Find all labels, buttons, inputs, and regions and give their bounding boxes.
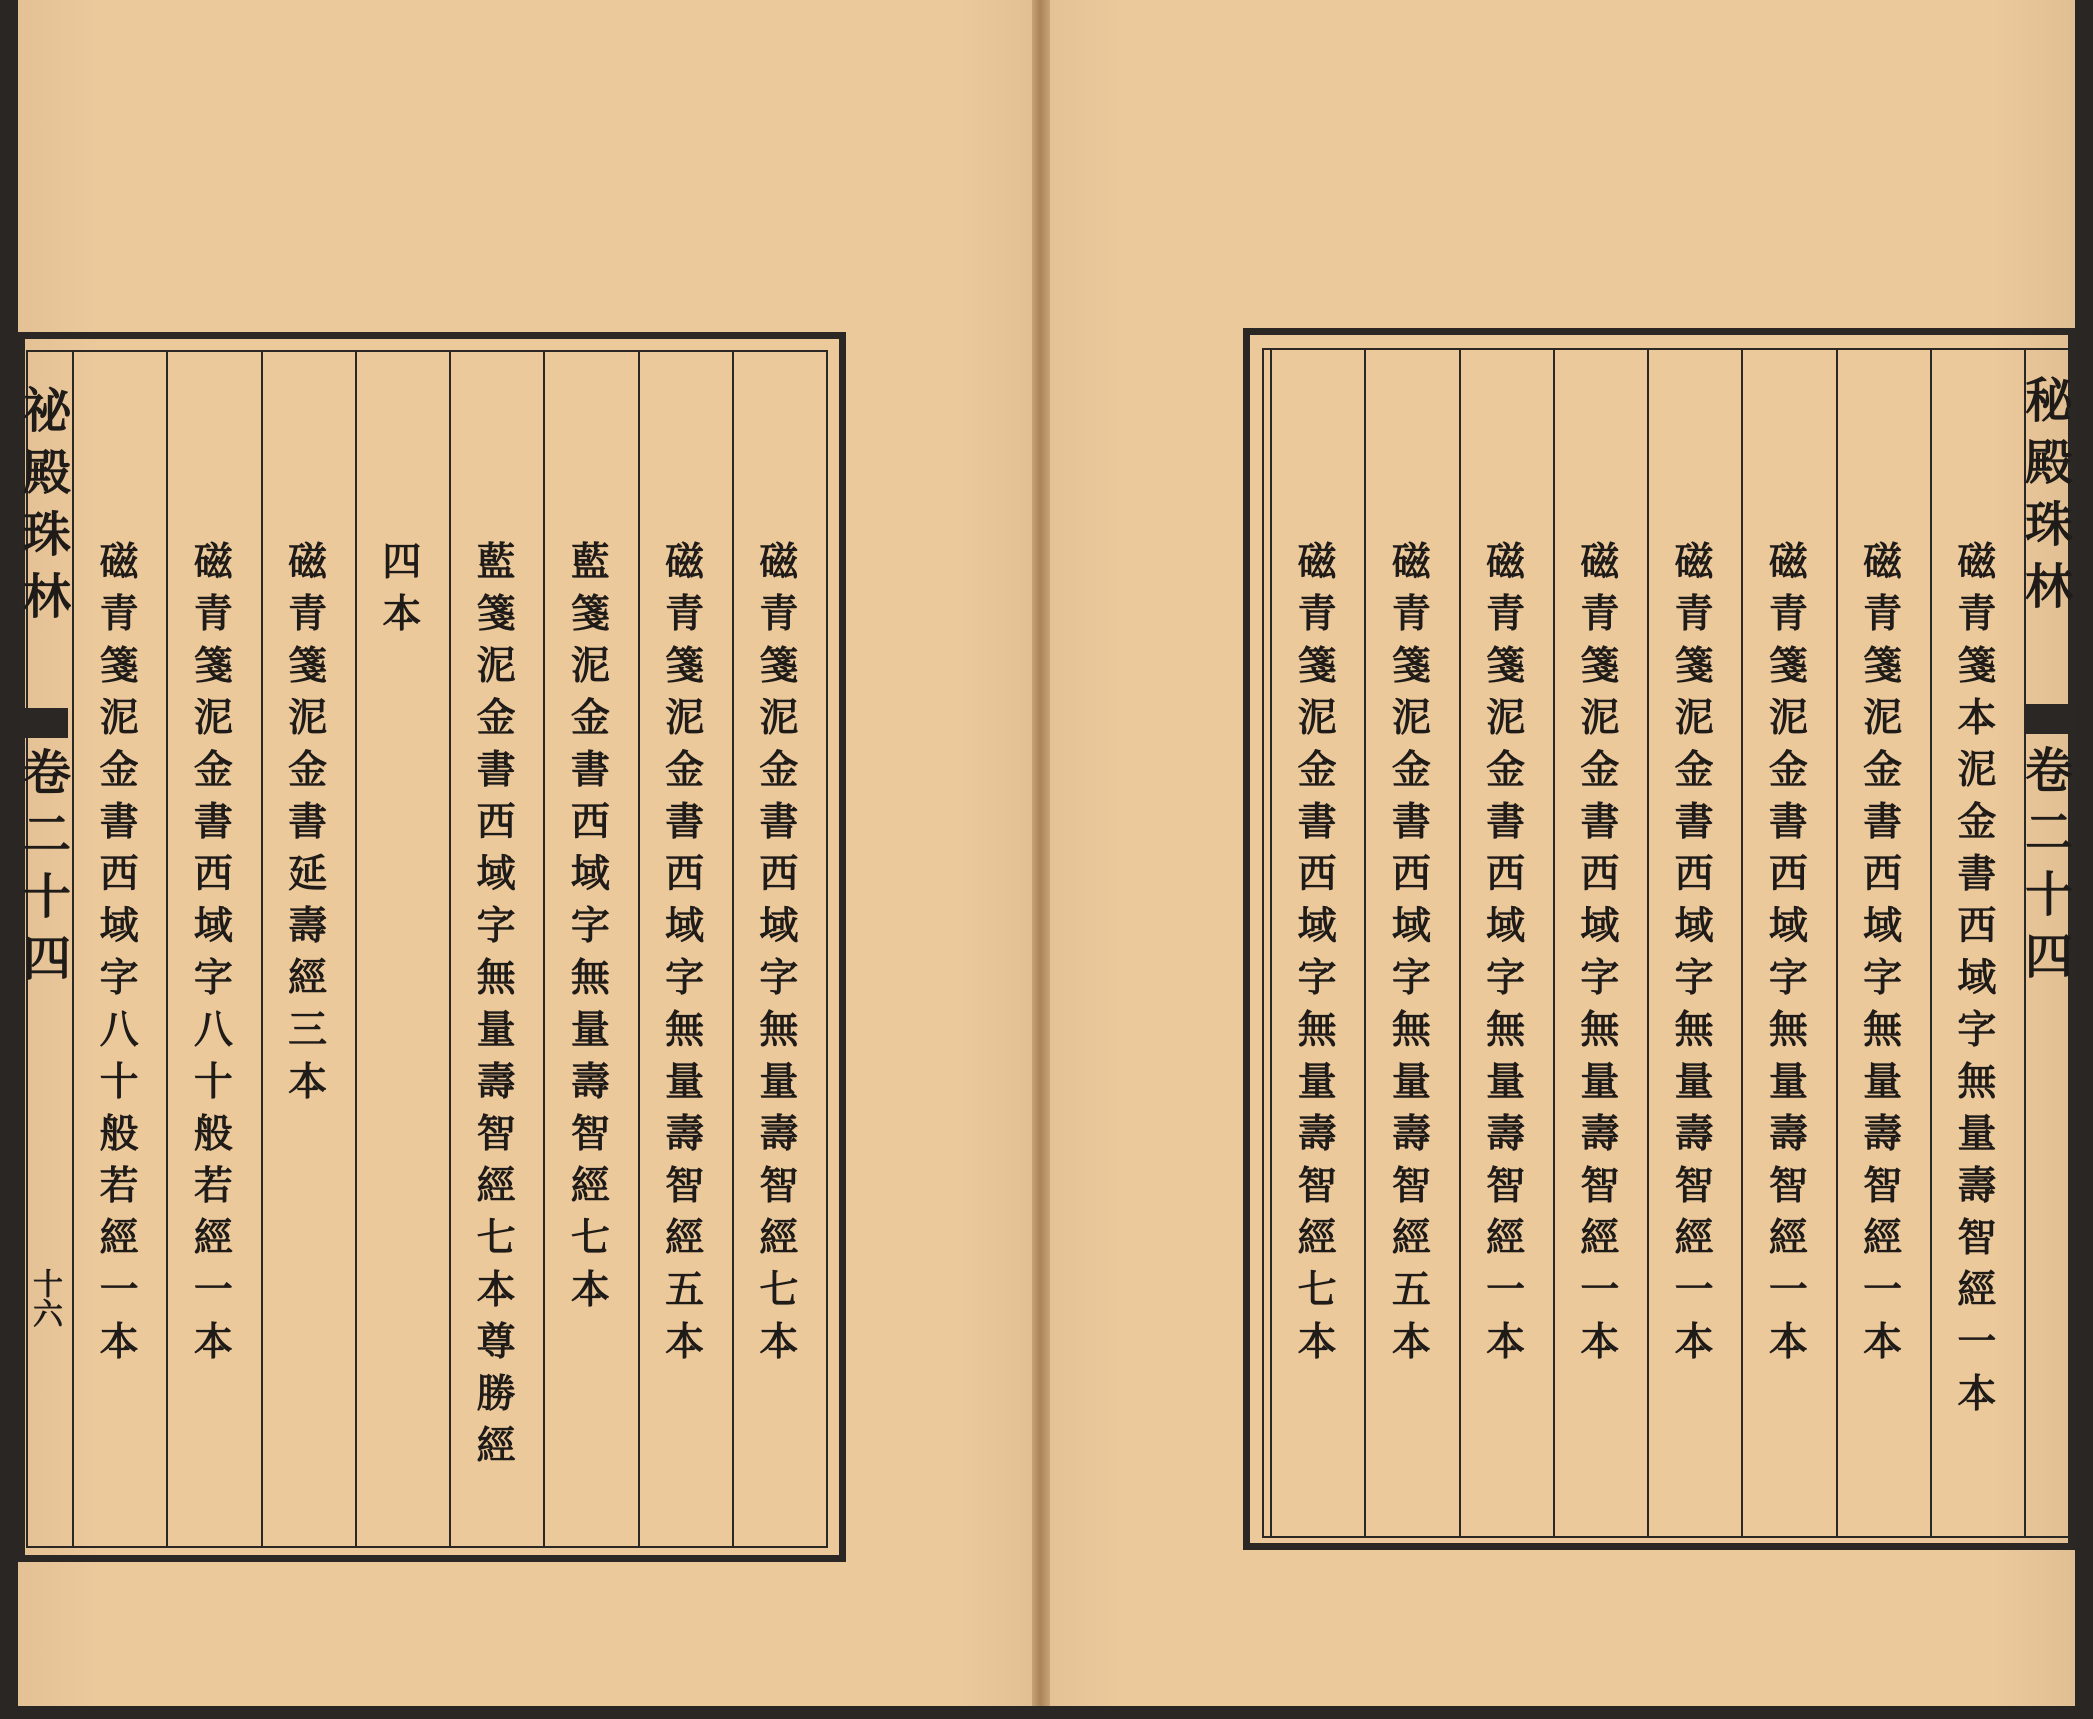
left-column-char: 若 [193, 1163, 233, 1209]
left-text-column [183, 536, 243, 1368]
right-column-char: 域 [1297, 903, 1337, 949]
right-column-char: 壽 [1580, 1111, 1620, 1157]
right-column-char: 無 [1957, 1059, 1997, 1105]
right-column-char: 本 [1297, 1319, 1337, 1365]
right-column-char: 泥 [1297, 695, 1337, 741]
right-column-char: 磁 [1391, 539, 1431, 585]
left-column-char: 經 [759, 1215, 799, 1261]
right-column-char: 本 [1391, 1319, 1431, 1365]
right-column-char: 壽 [1391, 1111, 1431, 1157]
left-edge-title-char: 祕 [22, 383, 71, 439]
right-column-char: 無 [1674, 1007, 1714, 1053]
right-column-char: 壽 [1863, 1111, 1903, 1157]
left-column-char: 泥 [570, 643, 610, 689]
left-column-char: 經 [476, 1163, 516, 1209]
right-column-char: 智 [1580, 1163, 1620, 1209]
right-column-char: 書 [1580, 799, 1620, 845]
right-column-char: 西 [1957, 903, 1997, 949]
left-column-char: 泥 [193, 695, 233, 741]
left-column-char: 青 [193, 591, 233, 637]
right-column-char: 無 [1391, 1007, 1431, 1053]
left-text-column [466, 536, 526, 1472]
right-column-char: 磁 [1674, 539, 1714, 585]
left-edge-volume-char: 卷 [22, 745, 71, 801]
left-column-char: 金 [99, 747, 139, 793]
right-column-char: 西 [1768, 851, 1808, 897]
right-column-char: 青 [1863, 591, 1903, 637]
right-column-char: 箋 [1768, 643, 1808, 689]
right-column-char: 磁 [1486, 539, 1526, 585]
right-column-char: 智 [1391, 1163, 1431, 1209]
left-column-char: 箋 [288, 643, 328, 689]
left-column-char: 箋 [476, 591, 516, 637]
right-text-column [1947, 536, 2007, 1420]
left-column-char: 泥 [99, 695, 139, 741]
left-column-char: 經 [476, 1423, 516, 1469]
left-column-char: 金 [288, 747, 328, 793]
right-column-char: 箋 [1863, 643, 1903, 689]
right-column-char: 西 [1674, 851, 1714, 897]
right-column-char: 量 [1674, 1059, 1714, 1105]
left-column-char: 書 [193, 799, 233, 845]
right-column-char: 本 [1486, 1319, 1526, 1365]
left-column-char: 藍 [476, 539, 516, 585]
left-column-char: 八 [193, 1007, 233, 1053]
right-column-char: 青 [1580, 591, 1620, 637]
right-column-char: 書 [1391, 799, 1431, 845]
left-column-char: 字 [476, 903, 516, 949]
right-column-char: 西 [1391, 851, 1431, 897]
right-column-char: 磁 [1957, 539, 1997, 585]
left-column-char: 金 [665, 747, 705, 793]
right-column-char: 金 [1768, 747, 1808, 793]
right-column-char: 一 [1674, 1267, 1714, 1313]
left-edge-volume-char: 四 [22, 931, 71, 987]
right-column-char: 金 [1863, 747, 1903, 793]
right-column-char: 書 [1957, 851, 1997, 897]
right-edge-volume-char: 卷 [2024, 743, 2073, 799]
left-column-char: 西 [665, 851, 705, 897]
right-column-char: 智 [1768, 1163, 1808, 1209]
right-column-char: 泥 [1580, 695, 1620, 741]
right-column-char: 量 [1486, 1059, 1526, 1105]
left-column-char: 青 [288, 591, 328, 637]
right-column-char: 字 [1486, 955, 1526, 1001]
right-column-char: 箋 [1957, 643, 1997, 689]
right-edge-volume-char: 四 [2024, 929, 2073, 985]
left-column-char: 量 [665, 1059, 705, 1105]
left-column-char: 一 [193, 1267, 233, 1313]
left-edge-title-char: 珠 [22, 507, 71, 563]
left-column-char: 箋 [570, 591, 610, 637]
right-column-char: 無 [1297, 1007, 1337, 1053]
left-column-char: 壽 [665, 1111, 705, 1157]
left-column-char: 三 [288, 1007, 328, 1053]
left-column-char: 字 [99, 955, 139, 1001]
left-column-char: 八 [99, 1007, 139, 1053]
left-column-char: 本 [99, 1319, 139, 1365]
right-text-column [1664, 536, 1724, 1368]
left-column-char: 磁 [759, 539, 799, 585]
right-column-char: 箋 [1297, 643, 1337, 689]
left-column-rule [449, 352, 451, 1546]
right-column-char: 字 [1957, 1007, 1997, 1053]
left-column-char: 量 [476, 1007, 516, 1053]
left-column-char: 西 [476, 799, 516, 845]
left-column-char: 五 [665, 1267, 705, 1313]
right-column-char: 書 [1768, 799, 1808, 845]
left-column-char: 本 [570, 1267, 610, 1313]
right-column-char: 金 [1486, 747, 1526, 793]
left-text-column [278, 536, 338, 1108]
left-edge-volume [20, 742, 74, 990]
left-column-char: 尊 [476, 1319, 516, 1365]
right-column-char: 一 [1486, 1267, 1526, 1313]
left-column-char: 域 [759, 903, 799, 949]
left-column-char: 本 [759, 1319, 799, 1365]
left-column-char: 西 [99, 851, 139, 897]
right-column-char: 金 [1297, 747, 1337, 793]
right-column-char: 智 [1486, 1163, 1526, 1209]
left-column-char: 青 [759, 591, 799, 637]
right-column-char: 經 [1768, 1215, 1808, 1261]
left-column-char: 本 [476, 1267, 516, 1313]
left-column-char: 本 [665, 1319, 705, 1365]
right-column-char: 智 [1297, 1163, 1337, 1209]
left-column-char: 書 [288, 799, 328, 845]
right-column-char: 泥 [1957, 747, 1997, 793]
left-column-char: 經 [193, 1215, 233, 1261]
right-column-rule [1553, 350, 1555, 1536]
left-column-char: 七 [476, 1215, 516, 1261]
right-column-char: 書 [1863, 799, 1903, 845]
left-column-char: 七 [570, 1215, 610, 1261]
right-column-char: 無 [1580, 1007, 1620, 1053]
right-column-char: 一 [1768, 1267, 1808, 1313]
right-column-char: 青 [1768, 591, 1808, 637]
left-column-char: 若 [99, 1163, 139, 1209]
left-column-char: 智 [570, 1111, 610, 1157]
right-column-char: 量 [1580, 1059, 1620, 1105]
right-column-char: 智 [1674, 1163, 1714, 1209]
right-edge-title-char: 珠 [2024, 497, 2073, 553]
right-column-char: 無 [1768, 1007, 1808, 1053]
right-column-rule [1364, 350, 1366, 1536]
right-edge-volume-char: 二 [2024, 805, 2073, 861]
left-edge-title-char: 殿 [22, 445, 71, 501]
left-fishtail [24, 708, 68, 738]
right-column-char: 量 [1297, 1059, 1337, 1105]
right-column-char: 域 [1768, 903, 1808, 949]
right-column-char: 無 [1486, 1007, 1526, 1053]
left-column-char: 本 [382, 591, 422, 637]
left-column-char: 本 [288, 1059, 328, 1105]
left-column-char: 量 [570, 1007, 610, 1053]
right-column-char: 西 [1297, 851, 1337, 897]
right-column-char: 一 [1580, 1267, 1620, 1313]
right-text-column [1853, 536, 1913, 1368]
left-edge-title-char: 林 [22, 569, 71, 625]
right-text-column [1758, 536, 1818, 1368]
left-column-rule [638, 352, 640, 1546]
left-column-char: 泥 [759, 695, 799, 741]
right-column-char: 經 [1863, 1215, 1903, 1261]
left-column-char: 字 [570, 903, 610, 949]
left-text-column [749, 536, 809, 1368]
book-gutter [1032, 0, 1050, 1706]
right-column-char: 磁 [1863, 539, 1903, 585]
left-column-char: 金 [476, 695, 516, 741]
right-column-char: 智 [1957, 1215, 1997, 1261]
right-column-char: 無 [1863, 1007, 1903, 1053]
left-column-rule [355, 352, 357, 1546]
left-column-char: 域 [99, 903, 139, 949]
left-column-char: 西 [193, 851, 233, 897]
left-column-char: 一 [99, 1267, 139, 1313]
left-column-rule [166, 352, 168, 1546]
right-column-char: 金 [1957, 799, 1997, 845]
left-column-char: 字 [759, 955, 799, 1001]
right-column-char: 箋 [1486, 643, 1526, 689]
left-column-char: 字 [193, 955, 233, 1001]
right-column-char: 字 [1580, 955, 1620, 1001]
right-column-char: 箋 [1674, 643, 1714, 689]
left-column-char: 字 [665, 955, 705, 1001]
right-column-char: 壽 [1674, 1111, 1714, 1157]
left-column-char: 青 [665, 591, 705, 637]
right-column-char: 本 [1957, 1371, 1997, 1417]
left-column-char: 西 [570, 799, 610, 845]
right-column-char: 域 [1674, 903, 1714, 949]
left-column-char: 延 [288, 851, 328, 897]
right-column-char: 七 [1297, 1267, 1337, 1313]
right-column-char: 泥 [1391, 695, 1431, 741]
left-column-char: 磁 [193, 539, 233, 585]
right-column-char: 磁 [1297, 539, 1337, 585]
left-column-char: 般 [99, 1111, 139, 1157]
left-column-rule [732, 352, 734, 1546]
right-column-char: 青 [1957, 591, 1997, 637]
left-edge-volume-char: 二 [22, 807, 71, 863]
right-column-char: 箋 [1580, 643, 1620, 689]
right-column-char: 書 [1486, 799, 1526, 845]
left-column-char: 壽 [288, 903, 328, 949]
right-column-char: 域 [1957, 955, 1997, 1001]
left-column-char: 經 [665, 1215, 705, 1261]
left-column-char: 書 [99, 799, 139, 845]
right-column-char: 本 [1674, 1319, 1714, 1365]
right-column-char: 一 [1863, 1267, 1903, 1313]
right-column-char: 智 [1863, 1163, 1903, 1209]
right-column-char: 字 [1297, 955, 1337, 1001]
right-edge-volume [2022, 740, 2076, 988]
right-column-char: 磁 [1580, 539, 1620, 585]
right-column-char: 本 [1957, 695, 1997, 741]
right-edge-title-char: 林 [2024, 559, 2073, 615]
left-column-char: 磁 [665, 539, 705, 585]
left-column-char: 域 [570, 851, 610, 897]
right-text-column [1287, 536, 1347, 1368]
right-column-char: 泥 [1768, 695, 1808, 741]
left-text-column [560, 536, 620, 1316]
right-text-column [1381, 536, 1441, 1368]
right-column-char: 量 [1768, 1059, 1808, 1105]
right-column-char: 泥 [1486, 695, 1526, 741]
right-column-char: 量 [1957, 1111, 1997, 1157]
right-column-char: 泥 [1863, 695, 1903, 741]
right-column-rule [1836, 350, 1838, 1536]
right-column-char: 壽 [1486, 1111, 1526, 1157]
left-column-char: 十 [99, 1059, 139, 1105]
right-text-column [1476, 536, 1536, 1368]
right-edge-title [2022, 370, 2076, 618]
right-column-char: 青 [1486, 591, 1526, 637]
right-column-char: 經 [1580, 1215, 1620, 1261]
left-text-column [89, 536, 149, 1368]
left-column-char: 域 [476, 851, 516, 897]
left-column-rule [261, 352, 263, 1546]
right-column-char: 本 [1580, 1319, 1620, 1365]
left-column-char: 金 [759, 747, 799, 793]
right-column-char: 域 [1486, 903, 1526, 949]
left-column-char: 七 [759, 1267, 799, 1313]
left-column-char: 壽 [476, 1059, 516, 1105]
right-column-char: 壽 [1297, 1111, 1337, 1157]
right-fishtail [2024, 704, 2072, 734]
left-text-column [655, 536, 715, 1368]
left-column-char: 箋 [99, 643, 139, 689]
left-column-char: 書 [665, 799, 705, 845]
left-column-char: 泥 [288, 695, 328, 741]
right-column-char: 西 [1863, 851, 1903, 897]
right-column-char: 磁 [1768, 539, 1808, 585]
right-column-char: 書 [1674, 799, 1714, 845]
right-column-char: 青 [1297, 591, 1337, 637]
right-column-rule [1270, 350, 1272, 1536]
right-column-char: 箋 [1391, 643, 1431, 689]
left-folio-number: 十六 [27, 1268, 62, 1328]
left-column-char: 無 [570, 955, 610, 1001]
right-column-char: 經 [1957, 1267, 1997, 1313]
right-column-char: 青 [1391, 591, 1431, 637]
left-column-char: 泥 [476, 643, 516, 689]
right-column-char: 經 [1297, 1215, 1337, 1261]
left-column-char: 書 [476, 747, 516, 793]
right-column-char: 經 [1486, 1215, 1526, 1261]
right-column-char: 域 [1863, 903, 1903, 949]
right-column-char: 壽 [1768, 1111, 1808, 1157]
left-column-char: 十 [193, 1059, 233, 1105]
right-column-char: 泥 [1674, 695, 1714, 741]
right-column-char: 量 [1391, 1059, 1431, 1105]
right-column-char: 本 [1863, 1319, 1903, 1365]
right-column-rule [1741, 350, 1743, 1536]
right-column-char: 字 [1391, 955, 1431, 1001]
left-column-char: 壽 [570, 1059, 610, 1105]
left-column-char: 本 [193, 1319, 233, 1365]
left-column-char: 金 [193, 747, 233, 793]
right-column-char: 經 [1391, 1215, 1431, 1261]
right-edge-title-char: 秘 [2024, 373, 2073, 429]
right-column-char: 一 [1957, 1319, 1997, 1365]
left-column-char: 磁 [288, 539, 328, 585]
left-edge-title [20, 380, 74, 628]
left-column-rule [826, 352, 828, 1546]
right-column-char: 量 [1863, 1059, 1903, 1105]
left-column-char: 四 [382, 539, 422, 585]
left-column-char: 箋 [759, 643, 799, 689]
left-column-char: 智 [759, 1163, 799, 1209]
left-column-char: 勝 [476, 1371, 516, 1417]
right-column-char: 五 [1391, 1267, 1431, 1313]
right-column-char: 書 [1297, 799, 1337, 845]
right-column-char: 字 [1674, 955, 1714, 1001]
right-column-char: 本 [1768, 1319, 1808, 1365]
left-column-rule [543, 352, 545, 1546]
left-column-char: 智 [665, 1163, 705, 1209]
left-column-char: 無 [476, 955, 516, 1001]
right-column-rule [1930, 350, 1932, 1536]
right-edge-volume-char: 十 [2024, 867, 2073, 923]
right-column-rule [1459, 350, 1461, 1536]
right-column-char: 經 [1674, 1215, 1714, 1261]
left-column-char: 金 [570, 695, 610, 741]
left-text-column [372, 536, 432, 640]
right-column-char: 字 [1768, 955, 1808, 1001]
left-column-char: 智 [476, 1111, 516, 1157]
left-column-char: 西 [759, 851, 799, 897]
left-column-char: 般 [193, 1111, 233, 1157]
right-column-char: 域 [1391, 903, 1431, 949]
left-column-char: 書 [759, 799, 799, 845]
right-column-char: 金 [1391, 747, 1431, 793]
left-column-char: 量 [759, 1059, 799, 1105]
right-column-char: 金 [1674, 747, 1714, 793]
left-column-char: 書 [570, 747, 610, 793]
left-column-char: 域 [665, 903, 705, 949]
left-column-char: 無 [759, 1007, 799, 1053]
right-edge-title-char: 殿 [2024, 435, 2073, 491]
left-column-char: 箋 [193, 643, 233, 689]
left-column-char: 藍 [570, 539, 610, 585]
left-column-char: 經 [288, 955, 328, 1001]
left-column-char: 無 [665, 1007, 705, 1053]
left-column-char: 青 [99, 591, 139, 637]
right-column-char: 字 [1863, 955, 1903, 1001]
right-column-char: 西 [1486, 851, 1526, 897]
left-column-char: 經 [99, 1215, 139, 1261]
right-column-char: 西 [1580, 851, 1620, 897]
right-column-char: 金 [1580, 747, 1620, 793]
left-column-char: 泥 [665, 695, 705, 741]
left-column-char: 壽 [759, 1111, 799, 1157]
right-column-char: 青 [1674, 591, 1714, 637]
left-column-char: 箋 [665, 643, 705, 689]
left-column-char: 經 [570, 1163, 610, 1209]
right-column-rule [1647, 350, 1649, 1536]
right-text-column [1570, 536, 1630, 1368]
right-column-char: 壽 [1957, 1163, 1997, 1209]
left-column-char: 域 [193, 903, 233, 949]
left-column-char: 磁 [99, 539, 139, 585]
right-column-char: 域 [1580, 903, 1620, 949]
left-edge-volume-char: 十 [22, 869, 71, 925]
